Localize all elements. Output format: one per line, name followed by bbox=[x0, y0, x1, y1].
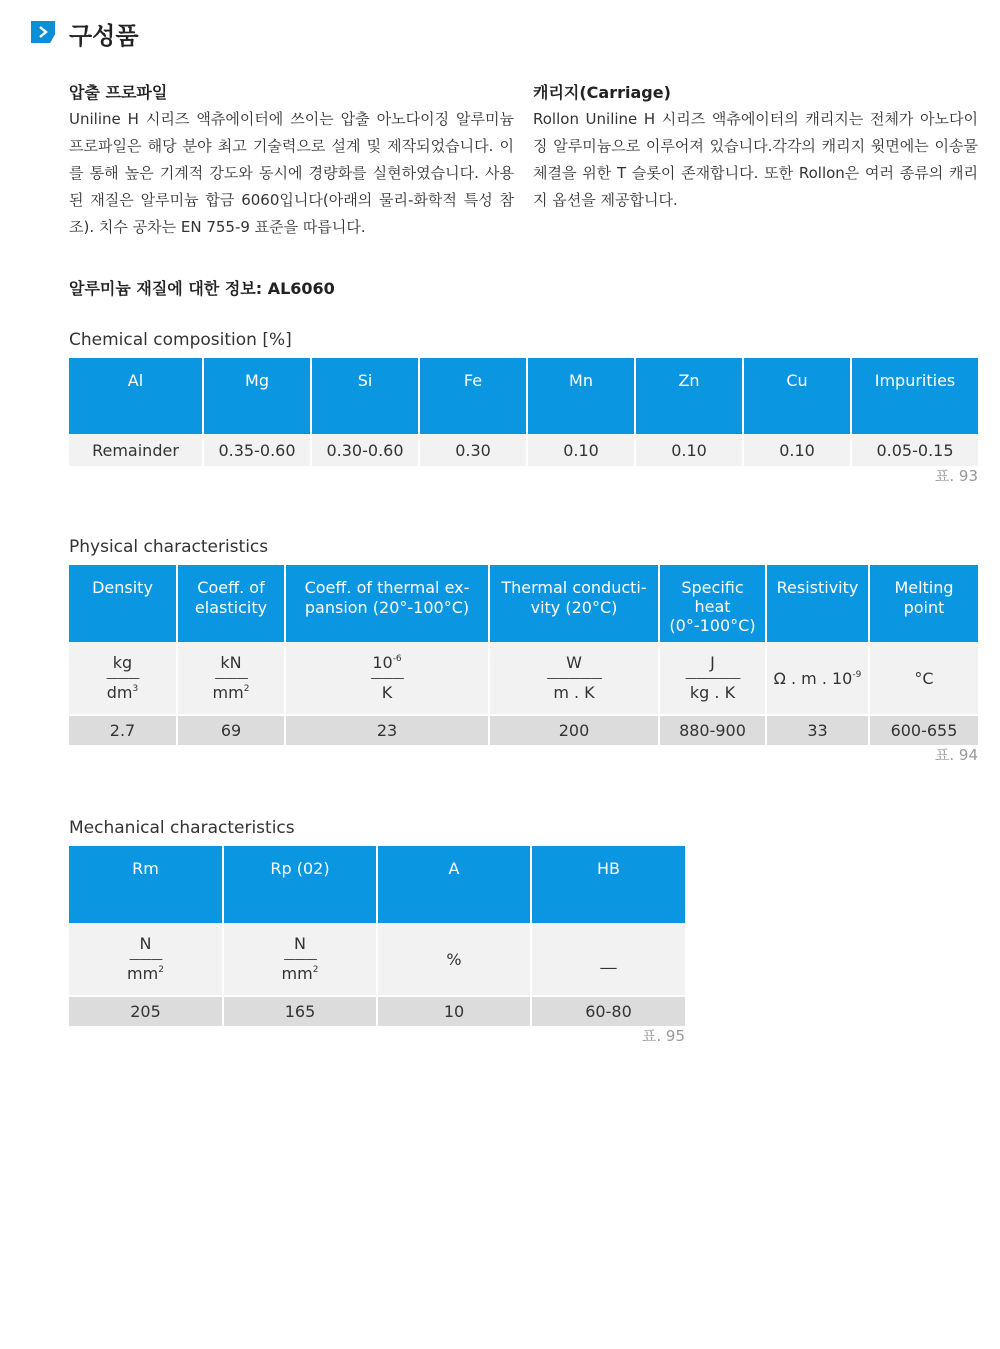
mech-header-rp: Rp (02) bbox=[223, 846, 377, 923]
chem-value-mg: 0.35-0.60 bbox=[203, 434, 311, 466]
chem-header-impurities: Impurities bbox=[851, 358, 978, 434]
mech-header-rm: Rm bbox=[69, 846, 223, 923]
chem-header-fe: Fe bbox=[419, 358, 527, 434]
mech-value-rm: 205 bbox=[69, 996, 223, 1026]
unit-hb: __ bbox=[531, 923, 685, 996]
table-ref-94: 표. 94 bbox=[934, 746, 978, 764]
chem-value-al: Remainder bbox=[69, 434, 203, 466]
chem-value-fe: 0.30 bbox=[419, 434, 527, 466]
chem-header-mn: Mn bbox=[527, 358, 635, 434]
phys-value-specific-heat: 880-900 bbox=[659, 715, 766, 745]
chem-value-impurities: 0.05-0.15 bbox=[851, 434, 978, 466]
chem-value-cu: 0.10 bbox=[743, 434, 851, 466]
unit-rp: N ——— $mm^2$ bbox=[223, 923, 377, 996]
chem-value-si: 0.30-0.60 bbox=[311, 434, 419, 466]
unit-specific-heat: J ————— kg . K bbox=[659, 642, 766, 715]
chemical-table-title: Chemical composition [%] bbox=[69, 330, 292, 350]
chemical-table bbox=[69, 358, 978, 466]
table-ref-95: 표. 95 bbox=[641, 1027, 685, 1045]
chevron-right-icon bbox=[31, 21, 55, 43]
unit-a: % bbox=[377, 923, 531, 996]
unit-expansion: $10^{-6}$ ——— K bbox=[285, 642, 489, 715]
chem-header-mg: Mg bbox=[203, 358, 311, 434]
table-row bbox=[69, 642, 978, 715]
phys-value-melting: 600-655 bbox=[869, 715, 978, 745]
carriage-body: Rollon Uniline H 시리즈 액츄에이터의 캐리지는 전체가 아노다이징 알루미늄으로 이루어져 있습니다.각각의 캐리지 윗면에는 이송물 체결을 위한 T 슬롯이 존재합니다. 또한 Rollon은 여러 종류의 캐리지 옵션을 제공합니다. bbox=[533, 110, 978, 209]
phys-value-density: 2.7 bbox=[69, 715, 177, 745]
unit-density: kg ——— $dm^3$ bbox=[69, 642, 177, 715]
chem-value-zn: 0.10 bbox=[635, 434, 743, 466]
table-row bbox=[69, 996, 685, 1026]
chem-header-cu: Cu bbox=[743, 358, 851, 434]
mech-value-a: 10 bbox=[377, 996, 531, 1026]
phys-header-density: Density bbox=[69, 565, 177, 642]
phys-value-resistivity: 33 bbox=[766, 715, 869, 745]
unit-rm: N ——— $mm^2$ bbox=[69, 923, 223, 996]
mech-value-rp: 165 bbox=[223, 996, 377, 1026]
chem-value-mn: 0.10 bbox=[527, 434, 635, 466]
chem-header-si: Si bbox=[311, 358, 419, 434]
phys-value-expansion: 23 bbox=[285, 715, 489, 745]
phys-header-resistivity: Resistivity bbox=[766, 565, 869, 642]
unit-melting: °C bbox=[869, 642, 978, 715]
phys-header-melting: Melting point bbox=[869, 565, 978, 642]
page-title: 구성품 bbox=[69, 22, 139, 50]
phys-header-expansion: Coeff. of thermal ex- pansion (20°-100°C) bbox=[285, 565, 489, 642]
mech-value-hb: 60-80 bbox=[531, 996, 685, 1026]
unit-conductivity: W ————— m . K bbox=[489, 642, 659, 715]
physical-table-title: Physical characteristics bbox=[69, 537, 269, 557]
phys-header-conductivity: Thermal conducti- vity (20°C) bbox=[489, 565, 659, 642]
mech-header-hb: HB bbox=[531, 846, 685, 923]
profile-title: 압출 프로파일 bbox=[69, 83, 168, 102]
phys-header-specific-heat: Specific heat (0°-100°C) bbox=[659, 565, 766, 642]
unit-elasticity: kN ——— $mm^2$ bbox=[177, 642, 285, 715]
physical-table bbox=[69, 565, 978, 745]
table-row bbox=[69, 715, 978, 745]
carriage-title: 캐리지(Carriage) bbox=[533, 83, 671, 102]
mechanical-table-title: Mechanical characteristics bbox=[69, 818, 295, 838]
phys-value-elasticity: 69 bbox=[177, 715, 285, 745]
profile-body: Uniline H 시리즈 액츄에이터에 쓰이는 압출 아노다이징 알루미늄 프로파일은 해당 분야 최고 기술력으로 설계 및 제작되었습니다. 이를 통해 높은 기계적 강도와 동시에 경량화를 실현하였습니다. 사용된 재질은 알루미늄 합금 6060입니다(아래의 물리-화학적 특성 참조). 치수 공차는 EN 755-9 표준을 따릅니다. bbox=[69, 110, 514, 236]
phys-header-elasticity: Coeff. of elasticity bbox=[177, 565, 285, 642]
material-info-title: 알루미늄 재질에 대한 정보: AL6060 bbox=[69, 279, 335, 298]
chem-header-al: Al bbox=[69, 358, 203, 434]
table-row bbox=[69, 434, 978, 466]
table-row bbox=[69, 923, 685, 996]
unit-resistivity: Ω . m . $10^{-9}$ bbox=[766, 642, 869, 715]
phys-value-conductivity: 200 bbox=[489, 715, 659, 745]
mechanical-table bbox=[69, 846, 685, 1026]
table-ref-93: 표. 93 bbox=[934, 467, 978, 485]
mech-header-a: A bbox=[377, 846, 531, 923]
chem-header-zn: Zn bbox=[635, 358, 743, 434]
